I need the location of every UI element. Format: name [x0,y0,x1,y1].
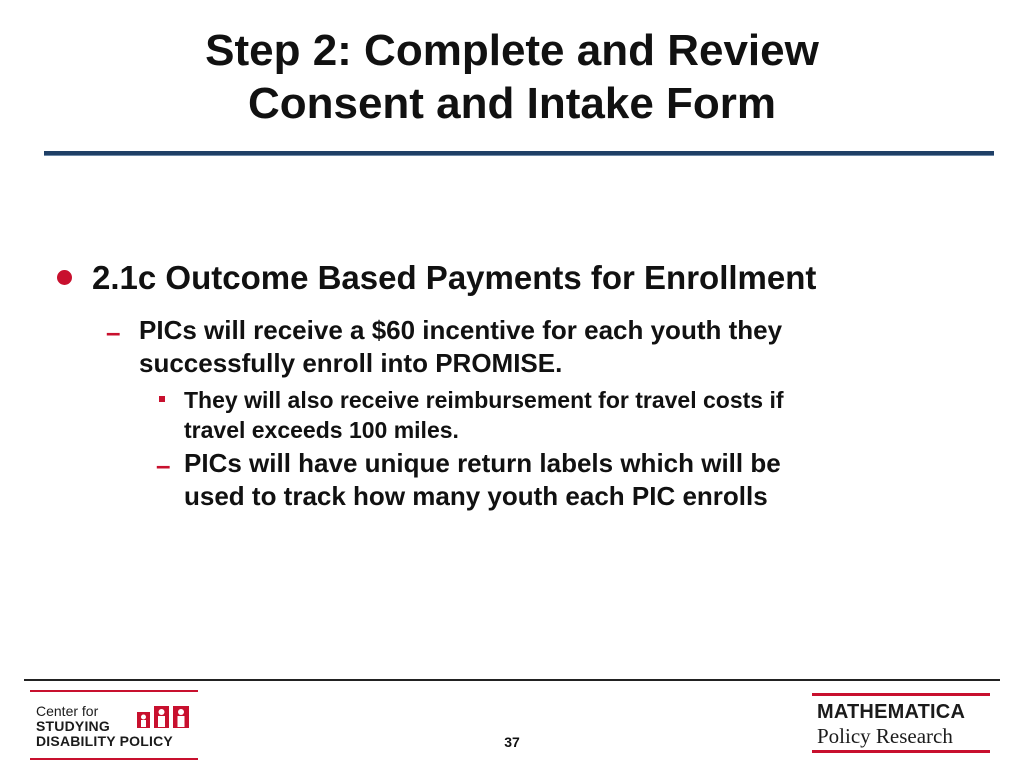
bullet-level2-item2-line1: PICs will have unique return labels which will be [184,448,781,478]
title-divider [44,151,994,156]
bullet-level2-item1-line2: successfully enroll into PROMISE. [139,348,563,378]
slide-title-line1: Step 2: Complete and Review [205,26,819,75]
footer-divider [24,679,1000,681]
bullet-level3-item1 [184,385,944,445]
bullet-level2-item1 [139,314,939,380]
mathematica-logo-line1: MATHEMATICA [817,701,966,723]
csdp-logo-line1: Center for [36,703,99,719]
bullet-level3-item1-line2: travel exceeds 100 miles. [184,417,459,443]
mathematica-logo-line2: Policy Research [817,724,953,748]
bullet-level2-item2-line2: used to track how many youth each PIC enrolls [184,481,768,511]
mathematica-logo [812,693,992,755]
people-figures-icon [135,702,195,730]
slide-title [0,24,1024,130]
dash-bullet-icon: – [156,450,171,480]
csdp-logo [28,690,200,760]
square-bullet-icon [159,396,165,402]
bullet-level3-item1-line1: They will also receive reimbursement for travel costs if [184,387,784,413]
bullet-level2-item1-line1: PICs will receive a $60 incentive for each youth they [139,315,783,345]
dash-bullet-icon: – [106,317,121,347]
csdp-logo-line3: DISABILITY POLICY [36,733,173,749]
bullet-dot-icon [57,270,72,285]
mathematica-logo-bottom-rule [812,750,990,753]
csdp-logo-line2: STUDYING [36,718,110,734]
mathematica-logo-top-rule [812,693,990,696]
page-number: 37 [504,734,520,750]
csdp-logo-bottom-rule [30,758,198,760]
bullet-level2-item2 [184,447,944,513]
slide-title-line2: Consent and Intake Form [247,79,777,128]
bullet-level1: 2.1c Outcome Based Payments for Enrollment [92,259,817,296]
csdp-logo-top-rule [30,690,198,692]
